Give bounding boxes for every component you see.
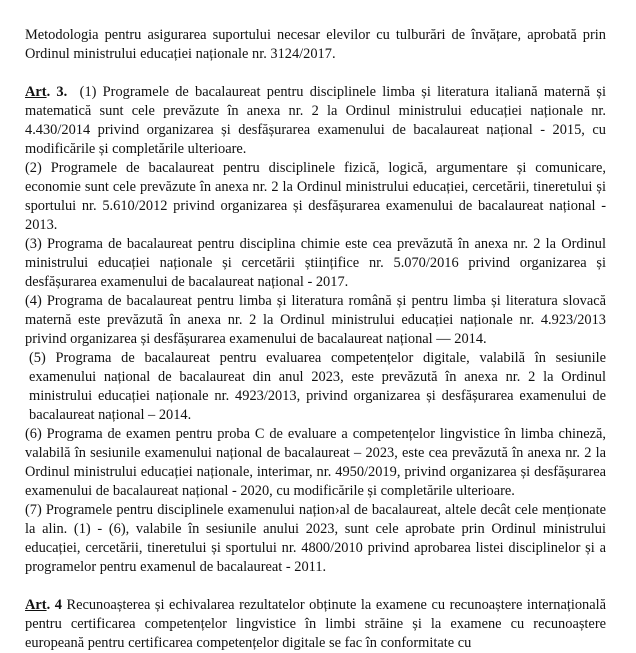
art3-paragraph-1 (25, 83, 606, 159)
art3-title (25, 84, 67, 100)
art3-paragraph-3: (3) Programa de bacalaureat pentru disciplina chimie este cea prevăzută în anexa nr. 2 la Ordinul ministrului educației naționale și cercetării științifice nr. 5.070/2016 privind organizarea și desfășurarea examenului de bacalaureat național - 2017. (25, 236, 606, 290)
art3-paragraph-4: (4) Programa de bacalaureat pentru limba și literatura română și pentru limba și literatura slovacă maternă este prevăzută în anexa nr. 2 la Ordinul ministrului educației naționale nr. 4.923/2013 privind organizarea și desfășurarea examenului de bacalaureat național — 2014. (25, 293, 606, 347)
art4-title-prefix: Art (25, 597, 47, 613)
art3-paragraph-5: (5) Programa de bacalaureat pentru evaluarea competențelor digitale, valabilă în sesiunile examenului național de bacalaureat din anul 2023, este prevăzută în anexa nr. 2 la Ordinul ministrului educației naționale nr. 4923/2013, privind organizarea și desfășurarea examenului de bacalaureat național – 2014. (29, 350, 606, 423)
art4-paragraph (25, 596, 606, 653)
art3-title-prefix: Art (25, 84, 47, 100)
art3-title-suffix: . 3. (46, 84, 68, 100)
art4-title-suffix: . 4 (46, 597, 62, 613)
art3-alin-1: (1) Programele de bacalaureat pentru disciplinele limba și literatura italiană maternă și matematică sunt cele prevăzute în anexa nr. 2 la Ordinul ministrului educației naționale nr. 4.430/2014 privind organizarea și desfășurarea examenului de bacalaureat național - 2015, cu modificările și completările ulterioare. (25, 84, 606, 157)
art3-paragraph-2: (2) Programele de bacalaureat pentru disciplinele fizică, logică, argumentare și comunicare, economie sunt cele prevăzute în anexa nr. 2 la Ordinul ministrului educației, cercetării, tineretului și sportului nr. 5.610/2012 privind organizarea și desfășurarea examenului de bacalaureat național - 2013. (25, 160, 606, 233)
intro-paragraph: Metodologia pentru asigurarea suportului necesar elevilor cu tulburări de învățare, aprobată prin Ordinul ministrului educației naționale nr. 3124/2017. (25, 27, 606, 62)
art4-title (25, 597, 62, 613)
art4-text: Recunoașterea și echivalarea rezultatelor obținute la examene cu recunoaștere internațională pentru certificarea competențelor lingvistice în limbi străine și la examene cu recunoaștere europeană pentru certificarea competențelor digitale se fac în conformitate cu (25, 597, 606, 651)
art3-paragraph-6: (6) Programa de examen pentru proba C de evaluare a competențelor lingvistice în limba chineză, valabilă în sesiunile examenului național de bacalaureat – 2023, este cea prevăzută în anexa nr. 2 la Ordinul ministrului educației naționale, interimar, nr. 4950/2019, privind organizarea și desfășurarea examenului de bacalaureat național - 2020, cu modificările și completările ulterioare. (25, 426, 606, 499)
art3-paragraph-7: (7) Programele pentru disciplinele examenului națion›al de bacalaureat, altele decât cele menționate la alin. (1) - (6), valabile în sesiunile anului 2023, sunt cele aprobate prin Ordinul ministrului educației, cercetării, tineretului și sportului nr. 4800/2010 privind aprobarea listei disciplinelor și a programelor pentru examenul de bacalaureat - 2011. (25, 502, 606, 575)
